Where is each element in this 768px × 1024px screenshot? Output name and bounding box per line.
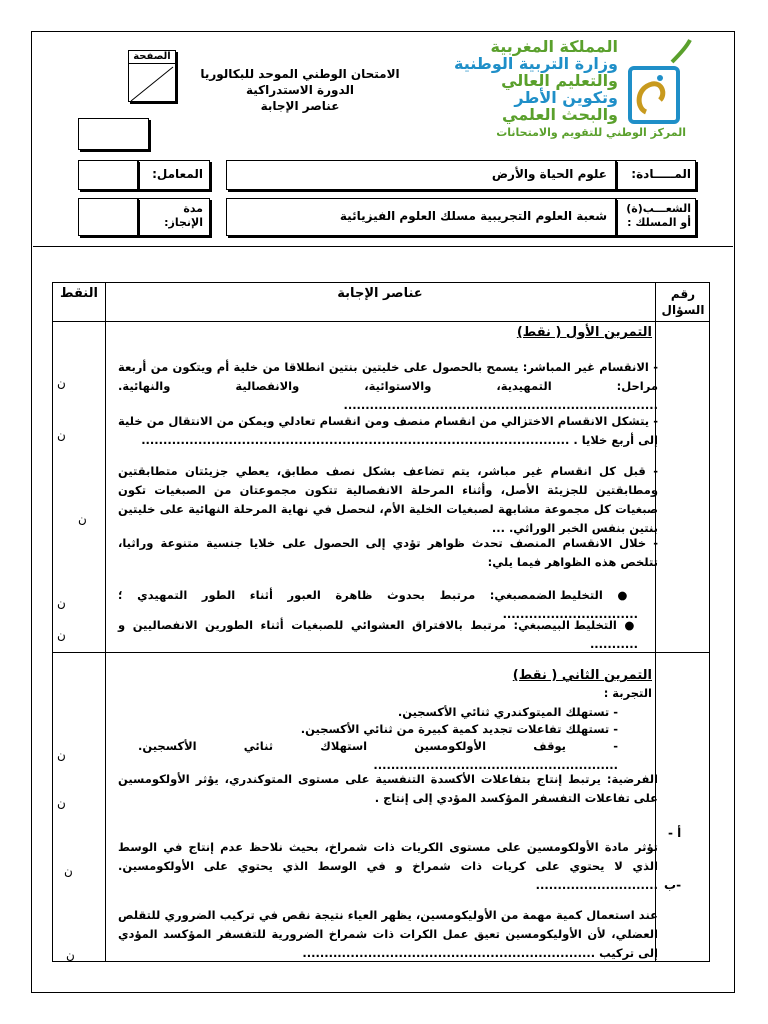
kingdom-name: المملكة المغربية [490, 37, 618, 56]
branch-label: الشعـــب(ة) أو المسلك : [626, 202, 691, 229]
empty-box [78, 118, 149, 150]
dash-icon: - [609, 722, 618, 736]
score-3: ن [78, 512, 87, 526]
branch-value: شعبة العلوم التجريبية مسلك العلوم الفيزيائية [339, 209, 607, 223]
ex1-p3: - قبل كل انقسام غير مباشر، يتم تضاعف بشكل نصف مطابق، يعطي جزيئتان متطابقتين ومطابقتين للجزيئة الأصل، وأثناء المرحلة الانفصالية تتكون مجموعتان من الصبغيات تكون صبغيات كل مجموعة مشابهة لصبغيات الخلية الأم، لنحصل في نهاية المرحلة النهائية على خليتين بنتين بنفس الخبر الوراثي. ... [118, 464, 658, 535]
exam-title: الامتحان الوطني الموحد للبكالوريا [200, 67, 400, 81]
ex2-hyp: الفرضية: يرتبط إنتاج بتفاعلات الأكسدة التنفسية على مستوى المتوكندري، يؤثر الأولكومسين على تفاعلات التفسفر المؤكسد المؤدي إلى إنتاج . [118, 772, 658, 805]
bullet-icon: ● [602, 588, 638, 602]
dash-icon: - [566, 739, 618, 753]
col-points-header: النقط [60, 286, 98, 301]
question-b-label: ب- [664, 878, 682, 892]
score-8: ن [64, 864, 73, 878]
coef-value-box [78, 160, 138, 190]
dash-icon: - [609, 705, 618, 719]
col-elements-header: عناصر الإجابة [337, 286, 423, 301]
ex2-b-text: عند استعمال كمية مهمة من الأوليكومسين، يظهر العياء نتيجة نقص في تركيب الضروري للتقلص العضلي، لأن الأوليكومسين تعيق عمل الكرات ذات شمراخ الضرورية للتفسفر المؤكسد المؤدي إلى تركيب ................................................................... [118, 908, 658, 960]
subject-label: المـــــادة: [631, 167, 691, 181]
subject-value: علوم الحياة والأرض [491, 167, 607, 181]
score-6: ن [57, 748, 66, 762]
coef-label: المعامل: [152, 167, 203, 181]
ex2-e3-text: يوقف الأولكومسين استهلاك ثنائي الأكسجين. ........................................................ [138, 739, 618, 772]
ex1-b1-text: التخليط الضمصبغي: مرتبط بحدوث ظاهرة العبور أثناء الطور التمهيدي ؛ ............................... [118, 588, 638, 621]
score-7: ن [57, 796, 66, 810]
subject-value-box [226, 160, 616, 190]
header-separator [33, 246, 733, 247]
ex2-e1-text: تستهلك الميتوكندري ثنائي الأكسجين. [397, 705, 610, 719]
ex1-p4: - خلال الانقسام المنصف تحدث ظواهر تؤدي إلى الحصول على خلايا جنسية متنوعة وراثيا، تتلخص هذه الظواهر فيما يلي: [118, 536, 658, 569]
score-2: ن [57, 428, 66, 442]
duration-value-box [78, 198, 138, 236]
duration-label: مدة الإنجاز: [164, 202, 203, 229]
bullet-icon: ● [616, 618, 638, 632]
score-5: ن [57, 628, 66, 642]
page-number-box [128, 50, 176, 102]
answer-elements-title: عناصر الإجابة [260, 99, 340, 113]
center-name: المركز الوطني للتقويم والامتحانات [496, 126, 686, 139]
ex2-exp-label: التجربة : [603, 686, 652, 700]
subject-label-box [616, 160, 696, 190]
exam-title-block [200, 66, 400, 114]
table-header-divider [52, 321, 710, 322]
branch-value-box [226, 198, 616, 236]
ex2-e2-text: تستهلك تفاعلات تجديد كمية كبيرة من ثنائي الأكسجين. [300, 722, 610, 736]
col-number-header: رقم السؤال [661, 287, 705, 317]
ex1-b2-text: التخليط البيصبغي: مرتبط بالافتراق العشوائي للصبغيات أثناء الطورين الانفصاليين و ........... [118, 618, 638, 651]
score-1: ن [57, 376, 66, 390]
page-diagonal [129, 65, 175, 103]
ministry-line1: وزارة التربية الوطنية [453, 54, 618, 73]
score-4: ن [57, 596, 66, 610]
ministry-line2: والتعليم العالي [501, 71, 618, 90]
question-a-label: - أ [668, 826, 682, 840]
ex2-title: التمرين الثاني ( نقط) [512, 668, 652, 683]
ministry-line4: والبحث العلمي [502, 105, 618, 124]
score-9: ن [66, 948, 75, 962]
ministry-logo [626, 38, 694, 128]
ex1-p2: - يتشكل الانقسام الاختزالي من انقسام منصف ومن انقسام تعادلي ويمكن من الانتقال من خلية إلى أربع خلايا . .................................................................................................. [118, 414, 658, 447]
ex2-a-text: تؤثر مادة الأولكومسين على مستوى الكريات ذات شمراخ، بحيث نلاحظ عدم إنتاج في الوسط الذي لا يحتوي على كريات ذات شمراخ و في الوسط الذي يحتوي على الأولكومسين. ............................ [118, 840, 658, 892]
ex1-b2 [118, 616, 638, 654]
coef-label-box [138, 160, 210, 190]
duration-label-box [138, 198, 210, 236]
ex1-p1: - الانقسام غير المباشر: يسمح بالحصول على خليتين بنتين انطلاقا من خلية أم ويتكون من أربعة مراحل: التمهيدية، والاستوائية، والانفصالية والنهائية. ........................................................................ [118, 360, 658, 412]
exam-session: الدورة الاستدراكية [245, 83, 355, 97]
ex1-title: التمرين الأول ( نقط) [516, 325, 652, 340]
col-divider-left [105, 282, 106, 962]
branch-label-box [616, 198, 696, 236]
ministry-line3: وتكوين الأطر [514, 88, 618, 107]
page-label: الصفحة [129, 51, 175, 64]
ministry-name [388, 38, 618, 123]
